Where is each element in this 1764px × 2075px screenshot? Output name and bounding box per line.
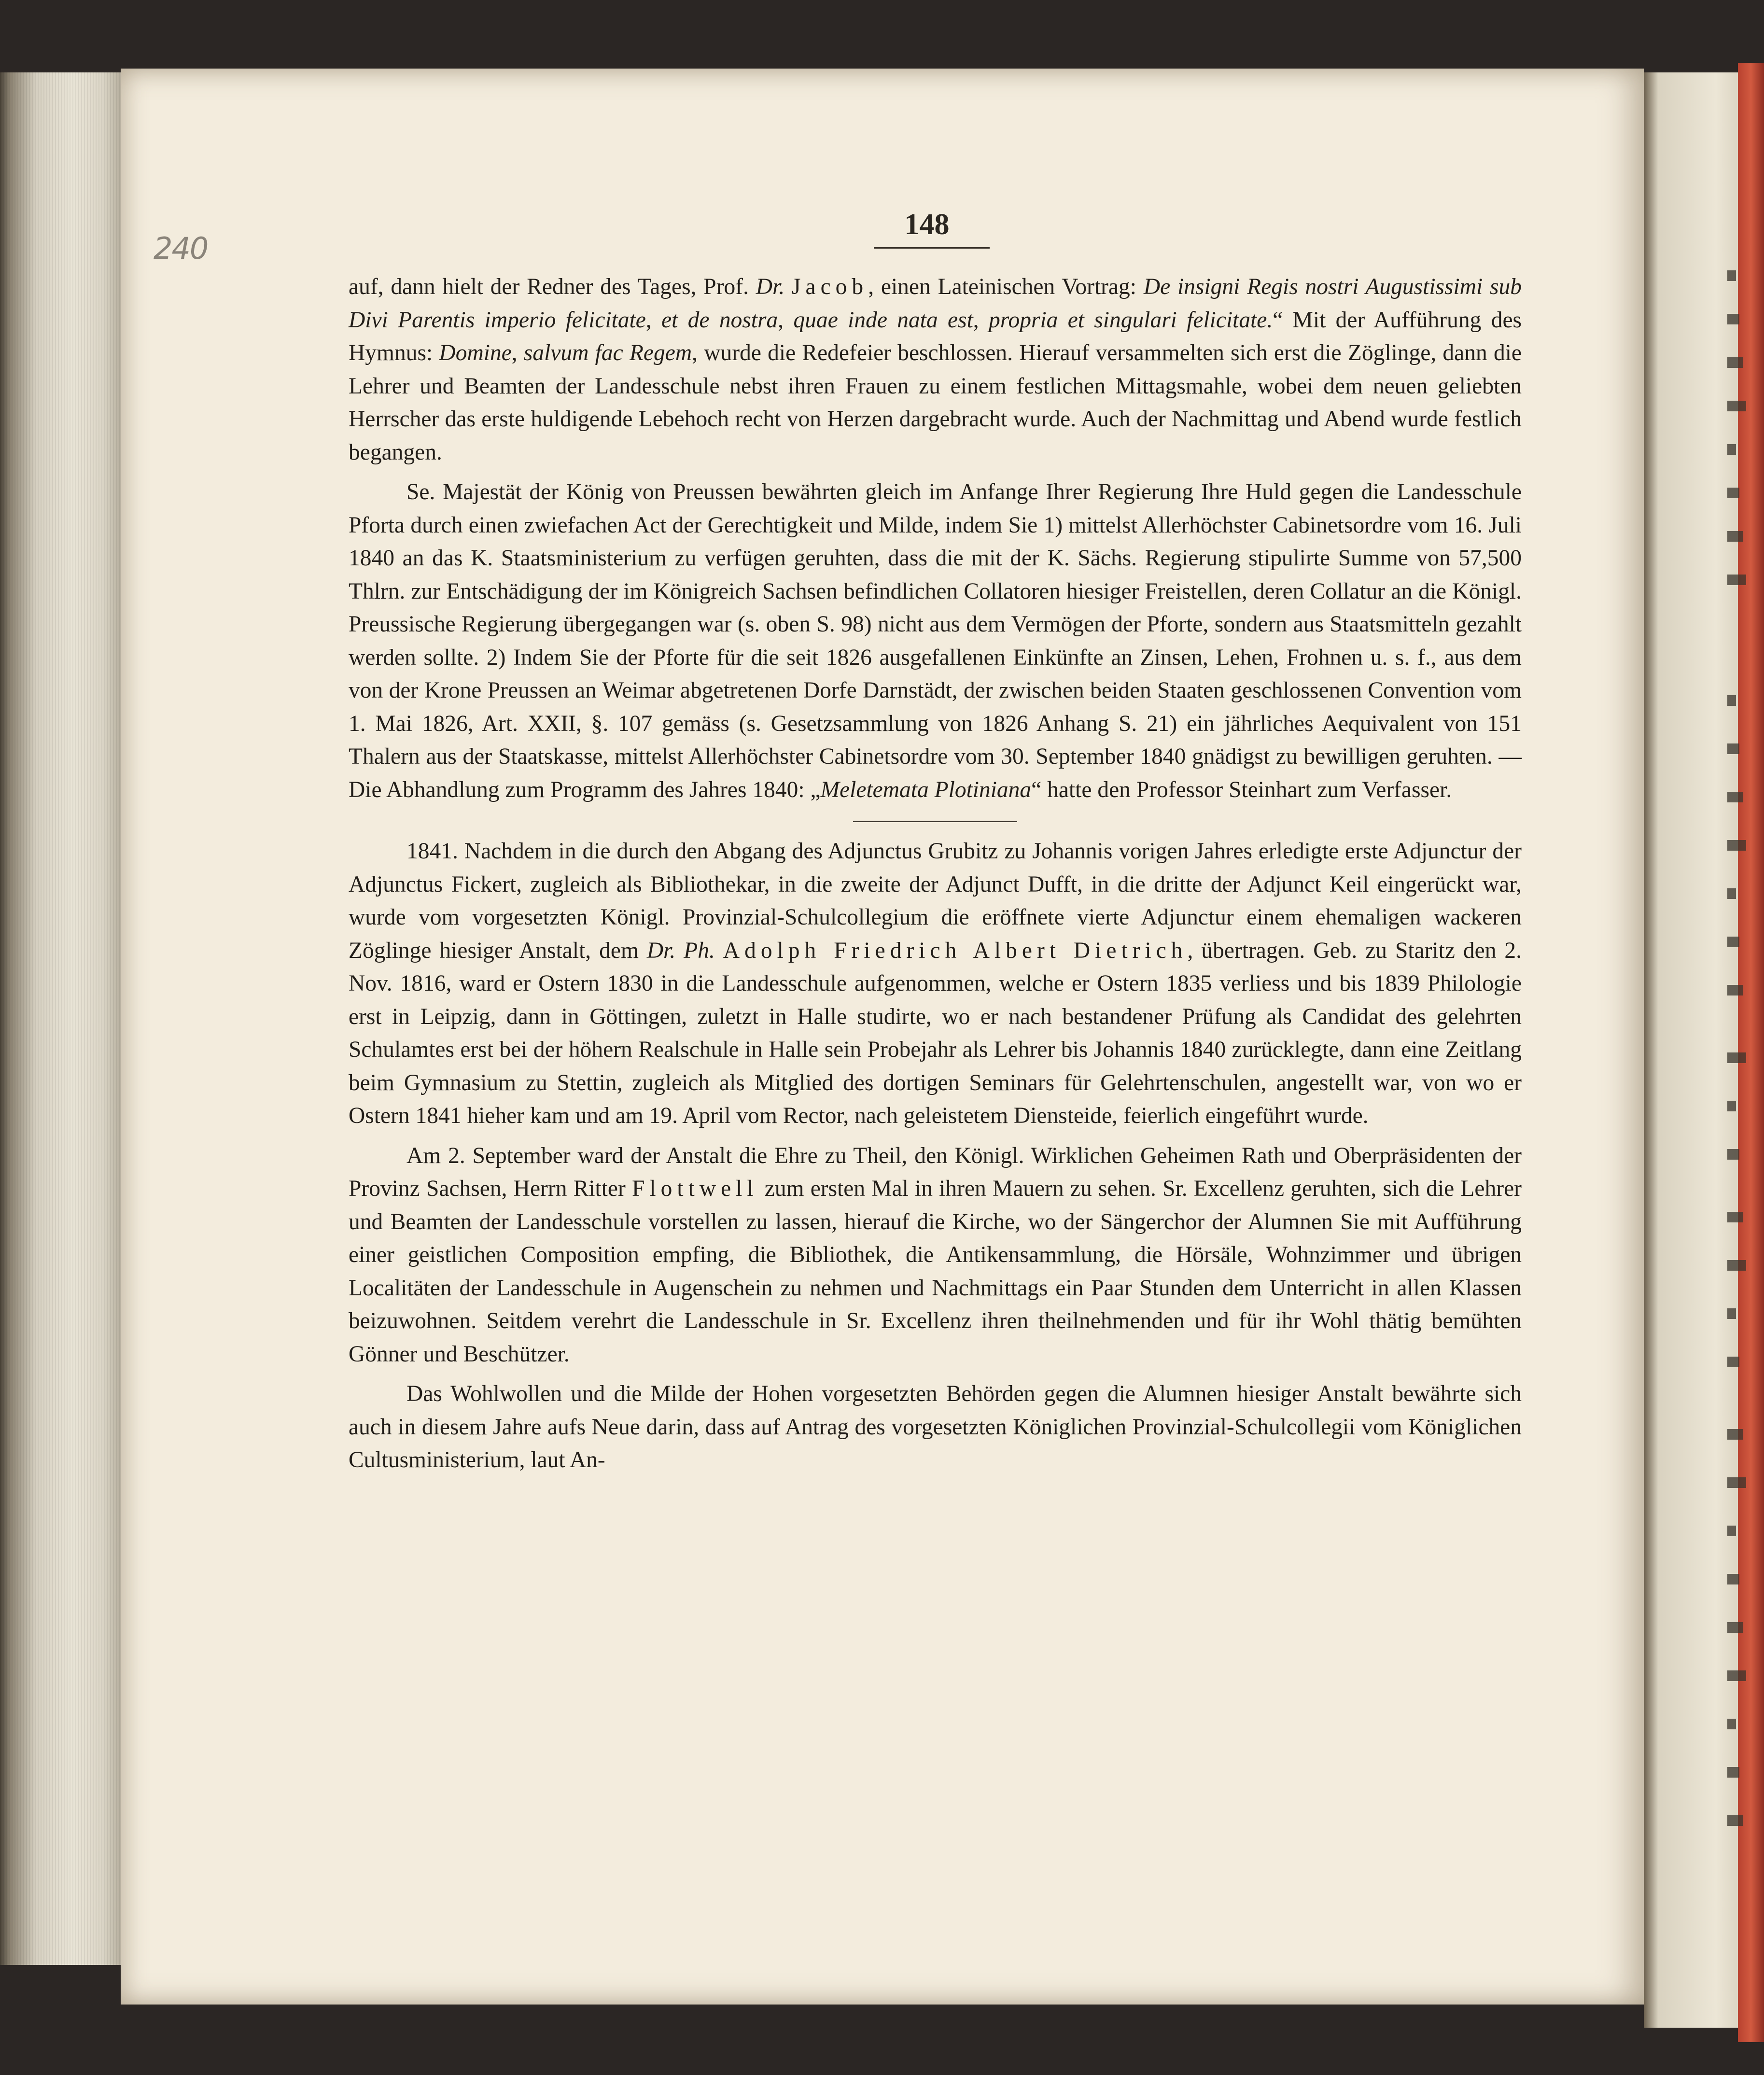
paragraph-p1 xyxy=(349,270,1522,469)
facing-page-glyph xyxy=(1727,444,1736,455)
facing-page-glyph xyxy=(1727,357,1743,368)
facing-page-glyph xyxy=(1727,792,1743,802)
text-run: “ hatte den Professor Steinhart zum Verfasser. xyxy=(1031,777,1452,802)
text-run: , wurde die Redefeier beschlossen. Hierauf versammelten sich erst die Zöglinge, dann die Lehrer und Beamten der Landesschule nebst ihren Frauen zu einem festlichen Mittagsmahle, wobei dem neuen geliebten Herrscher das erste huldigende Lebehoch recht von Herzen dargebracht wurde. Auch der Nachmittag und Abend wurde festlich begangen. xyxy=(349,340,1522,465)
paragraph-p5 xyxy=(349,1377,1522,1477)
facing-page-glyph xyxy=(1727,985,1743,995)
page-number: 148 xyxy=(904,208,950,241)
facing-page-glyph xyxy=(1727,840,1746,851)
facing-page-glyph xyxy=(1727,1212,1743,1222)
text-run: 1841. Nachdem in die durch den Abgang des Adjunctus Grubitz zu Johannis vorigen Jahres erledigte erste Adjunctur der Adjunctus Fickert, zugleich als Bibliothekar, in die zweite der Adjunct Dufft, in die dritte der Adjunct Keil eingerückt war, wurde vom vorgesetzten Königl. Provinzial-Schulcollegium die eröffnete vierte Adjunctur einem ehemaligen wackeren Zöglinge hiesiger Anstalt, dem xyxy=(349,839,1522,963)
facing-page-glyph xyxy=(1727,575,1746,585)
facing-page-glyph xyxy=(1727,1357,1739,1367)
text-run: zum ersten Mal in ihren Mauern zu sehen. Sr. Excellenz geruhten, sich die Lehrer und Beamten der Landesschule vorstellen zu lassen, hierauf die Kirche, wo der Sängerchor der Alumnen Sie mit Aufführung einer geistlichen Composition empfing, die Bibliothek, die Antikensammlung, die Hörsäle, Wohnzimmer und übrigen Localitäten der Landesschule in Augenschein zu nehmen und Nachmittags ein Paar Stunden dem Unterricht in allen Klassen beizuwohnen. Seitdem verehrt die Landesschule in Sr. Excellenz ihren theilnehmenden und für ihr Wohl thätig bemühten Gönner und Beschützer. xyxy=(349,1176,1522,1367)
italic-text: propria et singulari felicitate. xyxy=(988,307,1273,333)
facing-page-glyph xyxy=(1727,488,1739,498)
facing-page-glyph xyxy=(1727,1622,1743,1633)
pencil-annotation: 240 xyxy=(154,231,208,266)
facing-page-glyph xyxy=(1727,1719,1736,1729)
text-run: Se. Majestät der König von Preussen bewährten gleich im Anfange Ihrer Regierung Ihre Huld gegen die Landesschule Pforta durch einen zwiefachen Act der Gerechtigkeit und Milde, indem Sie 1) mittelst Allerhöchster Cabinetsordre vom 16. Juli 1840 an das K. Staatsministerium zu verfügen geruhten, dass die mit der K. Sächs. Regierung stipulirte Summe von 57,500 Thlrn. zur Entschädigung der im Königreich Sachsen befindlichen Collatoren hiesiger Freistellen, deren Collatur an die Königl. Preussische Regierung übergegangen war (s. oben S. 98) nicht aus dem Vermögen der Pforte, sondern aus Staatsmitteln gezahlt werden sollte. 2) Indem Sie der Pforte für die seit 1826 ausgefallenen Einkünfte an Zinsen, Lehen, Frohnen u. s. f., aus dem von der Krone Preussen an Weimar abgetretenen Dorfe Darnstädt, der zwischen beiden Staaten geschlossenen Convention vom 1. Mai 1826, Art. XXII, §. 107 gemäss (s. Gesetzsammlung von 1826 Anhang S. 21) ein jährliches Aequivalent von 151 Thalern aus der Staatskasse, mittelst Allerhöchster Cabinetsordre vom 30. September 1840 gnädigst zu bewilligen geruhten. — Die Abhandlung zum Programm des Jahres 1840: „ xyxy=(349,479,1522,802)
facing-page-glyph xyxy=(1727,1526,1736,1536)
facing-page-glyph xyxy=(1727,695,1736,706)
paragraph-p4 xyxy=(349,1139,1522,1371)
text-run: , xyxy=(645,307,662,333)
page-number-rule xyxy=(874,247,990,249)
text-run: Am 2. September ward der Anstalt die Ehre zu Theil, den Königl. Wirklichen Geheimen Rath und Oberpräsidenten der Provinz Sachsen, Herrn Ritter xyxy=(349,1143,1522,1201)
spaced-name: Jacob xyxy=(792,274,868,299)
text-run: , übertragen. Geb. zu Staritz den 2. Nov. 1816, ward er Ostern 1830 in die Landesschule aufgenommen, welche er Ostern 1835 verliess und bis 1839 Philologie erst in Leipzig, dann in Göttingen, zuletzt in Halle studirte, wo er nach bestandener Prüfung als Candidat des gelehrten Schulamtes erst bei der höhern Realschule in Halle sein Probejahr als Lehrer bis Johannis 1840 zurücklegte, dann eine Zeitlang beim Gymnasium zu Stettin, zugleich als Mitglied des dortigen Seminars für Gelehrtenschulen, angestellt war, von wo er Ostern 1841 hieher kam und am 19. April vom Rector, nach geleistetem Diensteide, feierlich eingeführt wurde. xyxy=(349,938,1522,1128)
facing-page-glyph xyxy=(1727,1308,1736,1319)
italic-text: salvum fac Regem xyxy=(523,340,692,365)
facing-page-glyph xyxy=(1727,1260,1746,1271)
book-left-page-edges xyxy=(0,72,121,1965)
text-run: , einen Lateinischen Vortrag: xyxy=(868,274,1144,299)
text-run: , xyxy=(511,340,524,365)
spaced-name: Adolph Friedrich Albert Dietrich xyxy=(723,938,1188,963)
facing-page-glyph xyxy=(1727,270,1736,281)
italic-text: Dr. xyxy=(756,274,785,299)
facing-page-fragments xyxy=(1723,270,1762,1864)
text-run: Das Wohlwollen und die Milde der Hohen vorgesetzten Behörden gegen die Alumnen hiesiger Anstalt bewährte sich auch in diesem Jahre aufs Neue darin, dass auf Antrag des vorgesetzten Königlichen Provinzial-Schulcollegii vom Königlichen Cultusministerium, laut An- xyxy=(349,1381,1522,1472)
facing-page-glyph xyxy=(1727,1477,1746,1488)
text-run xyxy=(715,938,723,963)
text-run: auf, dann hielt der Redner des Tages, Prof. xyxy=(349,274,756,299)
facing-page-glyph xyxy=(1727,1815,1743,1826)
paragraph-p3 xyxy=(349,835,1522,1133)
facing-page-glyph xyxy=(1727,401,1746,411)
page-body xyxy=(349,270,1522,1477)
facing-page-glyph xyxy=(1727,1670,1746,1681)
italic-text: Domine xyxy=(439,340,512,365)
facing-page-glyph xyxy=(1727,314,1739,324)
italic-text: et de nostra xyxy=(661,307,778,333)
italic-text: Meletemata Plotiniana xyxy=(820,777,1032,802)
section-divider xyxy=(853,821,1017,822)
facing-page-glyph xyxy=(1727,888,1736,899)
facing-page-glyph xyxy=(1727,1767,1739,1778)
italic-text: Dr. Ph. xyxy=(646,938,715,963)
facing-page-glyph xyxy=(1727,937,1739,947)
spaced-name: Flottwell xyxy=(632,1176,758,1201)
facing-page-glyph xyxy=(1727,1101,1736,1111)
facing-page-glyph xyxy=(1727,1574,1739,1584)
facing-page-glyph xyxy=(1727,531,1743,542)
text-run: “ Mit der Aufführung des Hymnus: xyxy=(349,307,1522,365)
text-run: , xyxy=(778,307,794,333)
facing-page-glyph xyxy=(1727,1052,1746,1063)
italic-text: De insigni Regis nostri Augustissimi sub Divi Parentis imperio felicitate xyxy=(349,274,1522,333)
facing-page-glyph xyxy=(1727,1429,1743,1440)
facing-page-glyph xyxy=(1727,1149,1739,1160)
italic-text: quae inde nata est xyxy=(793,307,973,333)
text-run: , xyxy=(973,307,989,333)
facing-page-glyph xyxy=(1727,743,1739,754)
paragraph-p2 xyxy=(349,476,1522,806)
text-run xyxy=(784,274,792,299)
